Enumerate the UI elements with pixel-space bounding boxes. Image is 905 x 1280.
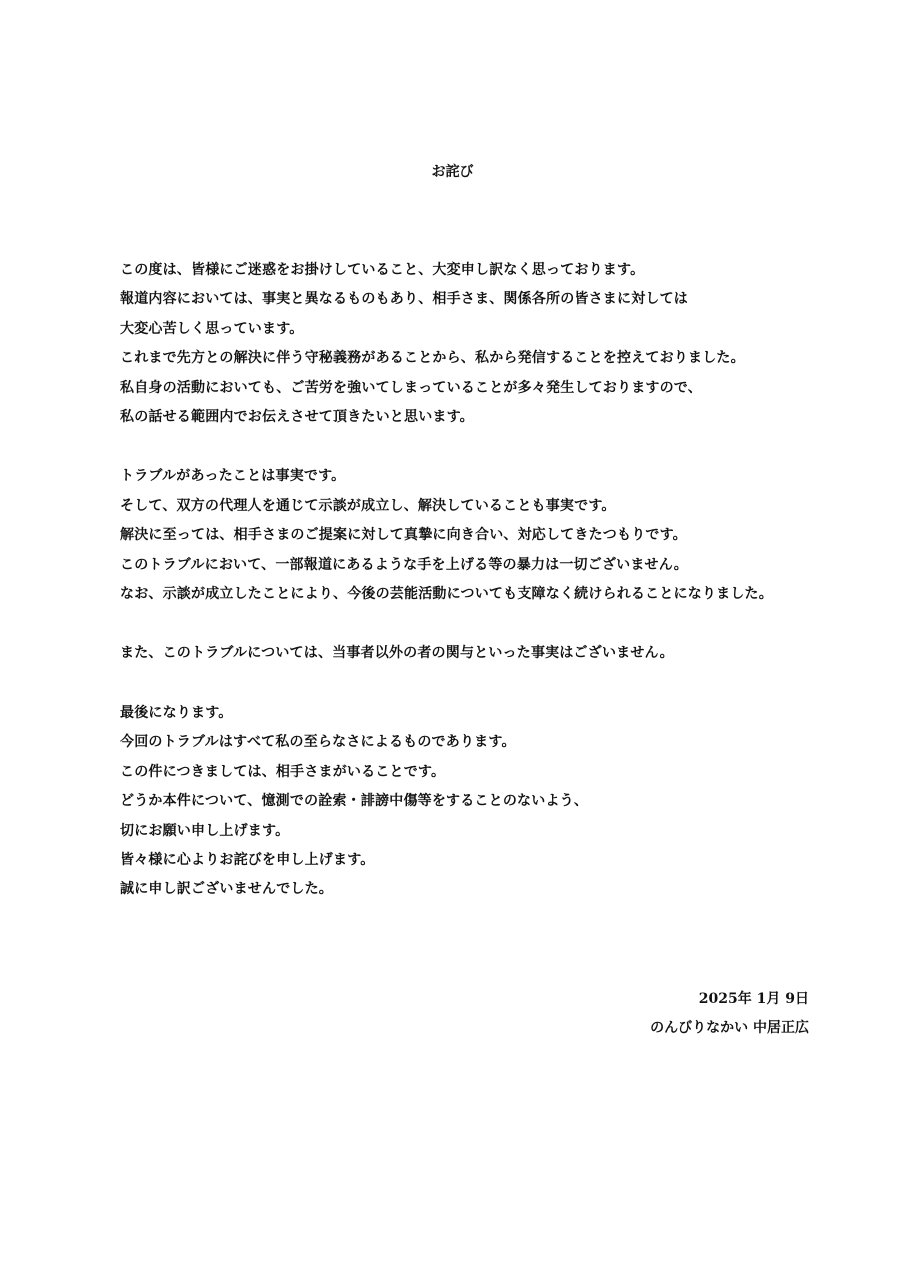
body-line: 皆々様に心よりお詫びを申し上げます。 — [120, 851, 375, 868]
paragraph-closing — [120, 699, 880, 905]
body-line: 私自身の活動においても、ご苦労を強いてしまっていることが多々発生しておりますので、 — [120, 379, 702, 396]
paragraph-no-third-party — [120, 639, 880, 668]
body-line: また、このトラブルについては、当事者以外の者の関与といった事実はございません。 — [120, 645, 674, 662]
body-line: このトラブルにおいて、一部報道にあるような手を上げる等の暴力は一切ございません。 — [120, 556, 688, 573]
document-title: お詫び — [431, 164, 474, 180]
body-line: この件につきましては、相手さまがいることです。 — [120, 763, 446, 780]
body-line: 大変心苦しく思っています。 — [120, 320, 304, 337]
signature-date: 2025年 1月 9日 — [698, 991, 809, 1007]
letter-body — [120, 256, 880, 935]
body-line: トラブルがあったことは事実です。 — [120, 468, 346, 485]
body-line: そして、双方の代理人を通じて示談が成立し、解決していることも事実です。 — [120, 497, 616, 514]
body-line: どうか本件について、憶測での詮索・誹謗中傷等をすることのないよう、 — [120, 793, 589, 810]
body-line: 切にお願い申し上げます。 — [120, 822, 290, 839]
paragraph-facts — [120, 462, 880, 609]
body-line: 誠に申し訳ございませんでした。 — [120, 881, 333, 898]
body-line: 最後になります。 — [120, 704, 233, 721]
body-line: 解決に至っては、相手さまのご提案に対して真摯に向き合い、対応してきたつもりです。 — [120, 527, 687, 544]
signature-block — [650, 985, 809, 1043]
body-line: これまで先方との解決に伴う守秘義務があることから、私から発信することを控えておりました。 — [120, 350, 745, 367]
body-line: なお、示談が成立したことにより、今後の芸能活動についても支障なく続けられることになりました。 — [120, 586, 773, 603]
body-line: 私の話せる範囲内でお伝えさせて頂きたいと思います。 — [120, 409, 474, 426]
body-line: 今回のトラブルはすべて私の至らなさによるものであります。 — [120, 734, 516, 751]
body-line: この度は、皆様にご迷惑をお掛けしていること、大変申し訳なく思っております。 — [120, 262, 645, 278]
body-line: 報道内容においては、事実と異なるものもあり、相手さま、関係各所の皆さまに対しては — [120, 291, 688, 308]
signature-author: のんびりなかい 中居正広 — [650, 1020, 809, 1036]
paragraph-apology-intro — [120, 256, 880, 432]
